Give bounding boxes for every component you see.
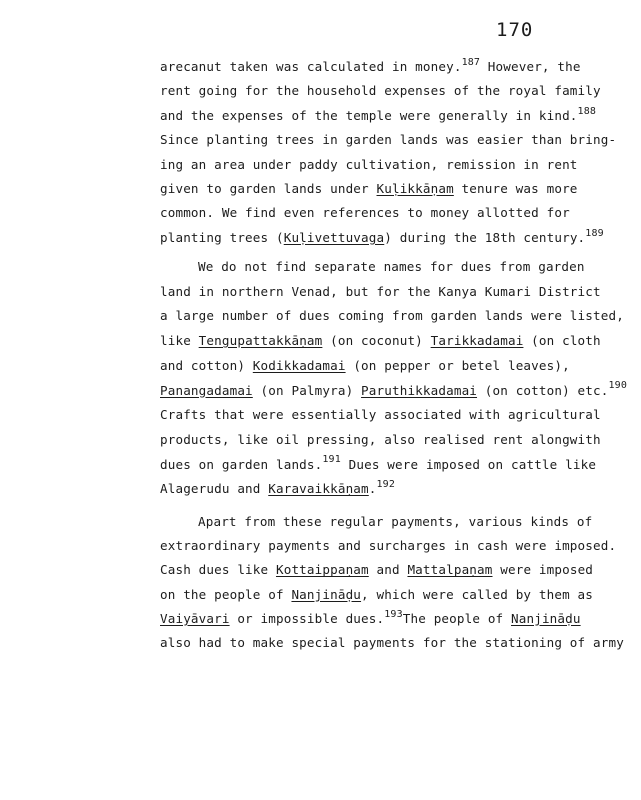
text-run: .	[368, 481, 377, 497]
text-run: We do not find separate names for dues from garden	[198, 259, 585, 274]
text-run: extraordinary payments and surcharges in cash were imposed.	[160, 538, 617, 554]
text-run: and the expenses of the temple were generally in kind.	[160, 107, 578, 123]
text-line	[160, 481, 395, 497]
text-line	[160, 333, 601, 349]
text-line	[160, 181, 578, 197]
text-run: Since planting trees in garden lands was easier than bring-	[160, 132, 617, 148]
page-number: 170	[496, 19, 534, 41]
text-line	[160, 205, 570, 221]
text-run: also had to make special payments for the stationing of army	[160, 635, 624, 650]
footnote-ref: 193	[384, 608, 403, 620]
text-line	[160, 635, 624, 651]
text-run: were imposed	[492, 562, 594, 578]
underlined-term: Paruthikkadamai	[361, 382, 478, 398]
text-run: (on Palmyra)	[252, 382, 362, 398]
underlined-term: Vaiyāvari	[160, 610, 230, 626]
text-line	[160, 587, 593, 603]
text-run: common. We find even references to money allotted for	[160, 205, 570, 221]
footnote-ref: 190	[608, 380, 627, 392]
text-run: ) during the 18th century.	[384, 229, 586, 245]
text-line	[160, 407, 601, 423]
text-run: tenure was more	[453, 181, 578, 196]
underlined-term: Kottaippaṇam	[275, 562, 369, 578]
underlined-term: Panangadamai	[160, 382, 253, 398]
text-run: and cotton)	[160, 357, 253, 373]
text-line	[160, 227, 604, 246]
text-run: dues on garden lands.	[160, 456, 323, 472]
text-run: (on coconut)	[322, 333, 431, 349]
text-run: Crafts that were essentially associated with agricultural	[160, 407, 601, 423]
underlined-term: Kodikkadamai	[252, 357, 346, 373]
text-line	[198, 259, 585, 275]
text-run: (on pepper or betel leaves),	[345, 357, 570, 373]
text-run: Dues were imposed on cattle like	[340, 456, 597, 472]
text-line	[160, 358, 570, 374]
text-line	[160, 432, 601, 448]
text-line	[160, 380, 627, 399]
text-run: arecanut taken was calculated in money.	[160, 59, 462, 74]
text-run: (on cotton) etc.	[477, 382, 609, 398]
text-line	[160, 105, 597, 124]
text-run: like	[160, 333, 199, 349]
underlined-term: Kuḷivettuvaga	[283, 229, 385, 245]
text-run: rent going for the household expenses of the royal family	[160, 83, 601, 99]
text-line	[160, 157, 578, 173]
text-line	[160, 56, 581, 75]
text-run: , which were called by them as	[361, 586, 594, 602]
text-run: (on cloth	[523, 333, 601, 349]
text-line	[160, 538, 616, 554]
text-line	[160, 454, 597, 473]
underlined-term: Kuḷikkāṇam	[376, 181, 454, 196]
underlined-term: Tarikkadamai	[430, 333, 524, 349]
text-run: given to garden lands under	[160, 181, 377, 196]
text-run: on the people of	[160, 586, 292, 602]
footnote-ref: 192	[376, 479, 396, 491]
text-run: or impossible dues.	[229, 610, 385, 626]
text-line	[160, 608, 581, 627]
text-run: a large number of dues coming from garden lands were listed,	[160, 308, 624, 324]
text-run: However, the	[480, 59, 581, 74]
text-run: planting trees (	[160, 229, 284, 245]
text-run: land in northern Venad, but for the Kanya Kumari District	[160, 283, 601, 299]
text-line	[198, 514, 592, 530]
text-run: products, like oil pressing, also realised rent alongwith	[160, 431, 601, 447]
text-line	[160, 562, 593, 578]
text-line	[160, 308, 624, 324]
footnote-ref: 187	[461, 56, 481, 68]
footnote-ref: 188	[577, 105, 597, 117]
text-run: The people of	[402, 610, 512, 626]
text-line	[160, 83, 601, 99]
underlined-term: Nanjināḍu	[511, 610, 581, 626]
text-run: Alagerudu and	[160, 481, 269, 497]
underlined-term: Karavaikkāṇam	[268, 481, 369, 497]
footnote-ref: 191	[322, 454, 341, 466]
text-line	[160, 132, 616, 148]
text-line	[160, 284, 601, 300]
underlined-term: Mattalpaṇam	[407, 562, 493, 578]
text-run: ing an area under paddy cultivation, remission in rent	[160, 156, 578, 172]
underlined-term: Nanjināḍu	[291, 586, 362, 602]
underlined-term: Tengupattakkāṇam	[198, 333, 323, 349]
footnote-ref: 189	[585, 227, 604, 239]
text-run: and	[368, 562, 408, 578]
text-run: Apart from these regular payments, various kinds of	[198, 514, 593, 529]
text-run: Cash dues like	[160, 562, 276, 578]
